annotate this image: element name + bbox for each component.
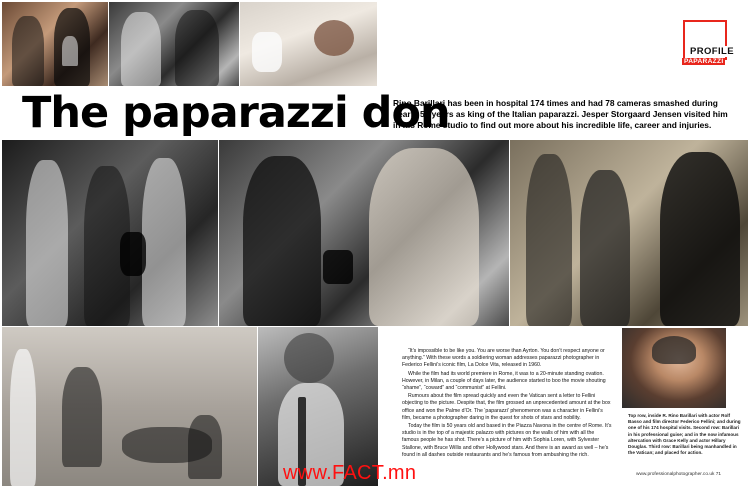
- article-paragraph: Today the film is 50 years old and based in the Piazza Navona in the centre of Rome. It’s studio is in the top of a majestic palazzo with pictures on the walls of him with all the famous people he has shot. There’s a picture of him with Sophia Loren, with Sylvester Stallone, with Bruce Willis and other Hollywood stars. And there is an award as well – he’s found in all dashes outside restaurants and he’s famous from ambushing the rich.: [402, 423, 612, 458]
- photo-altercation: [219, 140, 509, 326]
- photo-caption: Top row, inside R. Rino Barillari with actor Rolf Basso and film director Federico Fellini; and during one of his 174 hospital visits. Second row: Barillari in his professional guise; and in the now infamous altercation with Grace Kelly and actor Hillary Douglas. Third row: Barillari being manhandled in the Vatican; and placed for action.: [628, 413, 741, 456]
- photo-street-scuffle: [2, 140, 218, 326]
- photo-barillari-with-director: [109, 2, 239, 86]
- headline: The paparazzi don: [22, 88, 450, 138]
- photo-camera-grab: [510, 140, 748, 326]
- photo-vatican-manhandled: [2, 327, 257, 486]
- photo-barillari-hospital: [240, 2, 377, 86]
- article-paragraph: While the film had its world premiere in Rome, it was to a 20-minute standing ovation. However, in Milan, a couple of days later, the audience started to boo the movie shouting “shame”, “coward” and “communist” at Fellini.: [402, 370, 606, 392]
- section-sublabel: PAPARAZZI: [684, 58, 724, 65]
- article-body: [402, 348, 612, 460]
- watermark: www.FACT.mn: [283, 462, 417, 484]
- article-paragraph: “It’s impossible to be like you. You are worse than Ayrton. You don’t respect anyone or anything.” With these words a soldiering woman addresses paparazzi photographer in Federico Fellini’s iconic film, La Dolce Vita, released in 1960.: [402, 348, 605, 369]
- photo-barillari-portrait: [622, 328, 726, 408]
- photo-barillari-with-actor: [2, 2, 108, 86]
- page-folio: www.professionalphotographer.co.uk 71: [636, 472, 722, 477]
- section-label: PROFILE: [690, 46, 734, 57]
- article-paragraph: Rumours about the film spread quickly and even the Vatican sent a letter to Fellini objecting to the picture. Despite that, the film grossed an unprecedented amount at the box office and won the Palme d’Or. The ‘paparazzi’ phenomenon was a character in Fellini’s film, became a photographer daring in the quest for shots of stars and nobility.: [402, 393, 611, 421]
- intro-text: Rino Barillari has been in hospital 174 times and had 78 cameras smashed during nearly 50 years as king of the Italian paparazzi. Jesper Storgaard Jensen visited him in his Rome studio to find out more about his incredible life, career and injuries.: [393, 98, 728, 130]
